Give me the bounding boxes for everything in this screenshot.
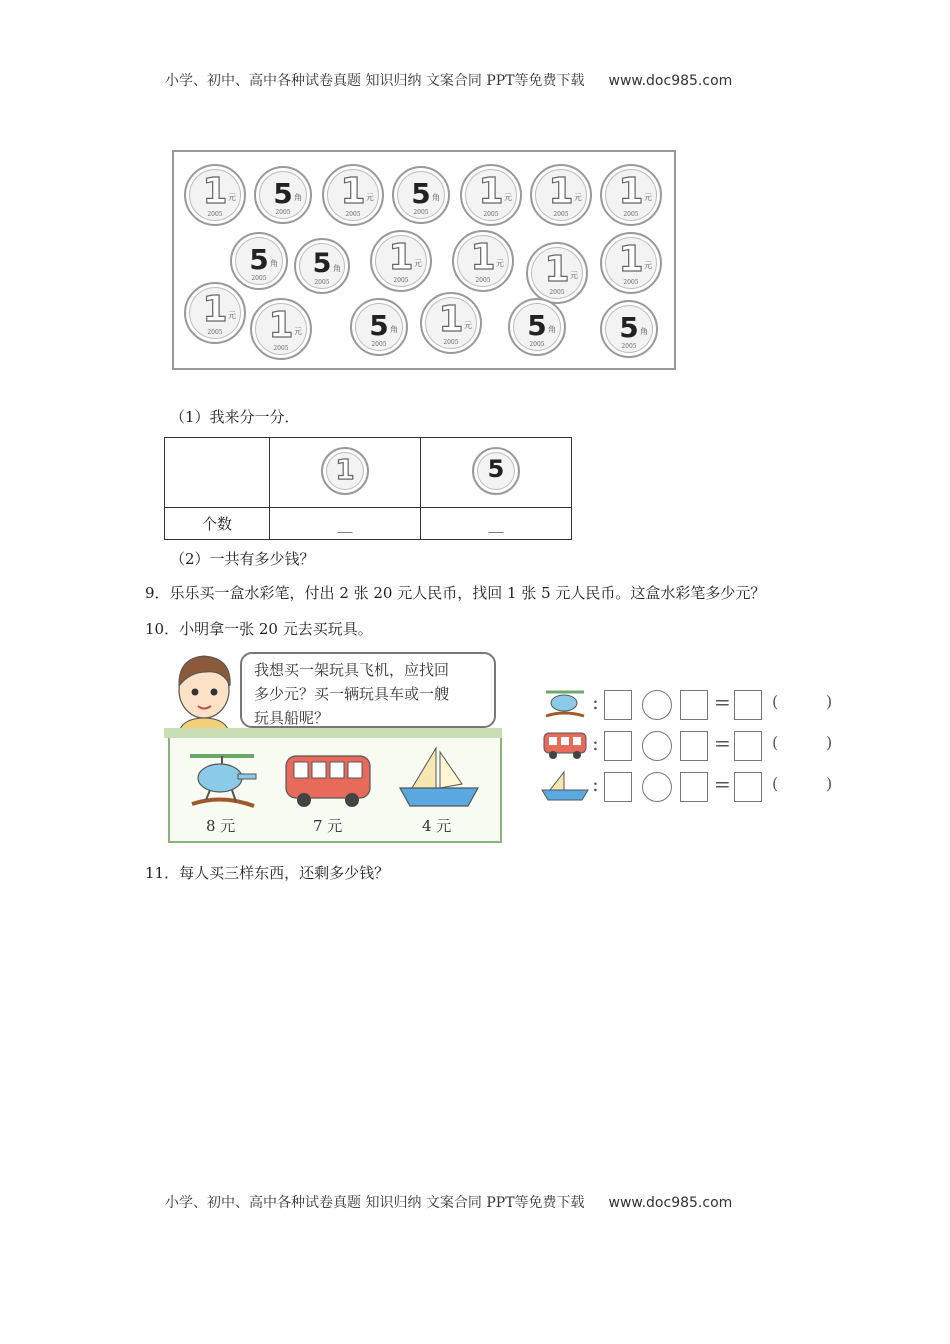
five-jiao-coin bbox=[294, 238, 350, 294]
coin-denomination: 1 bbox=[618, 239, 644, 280]
footer-text: 小学、初中、高中各种试卷真题 知识归纳 文案合同 PPT等免费下载 bbox=[165, 1195, 585, 1211]
operator-circle[interactable] bbox=[642, 731, 672, 761]
five-jiao-coin bbox=[230, 232, 288, 290]
operator-circle[interactable] bbox=[642, 690, 672, 720]
operand-box-1[interactable] bbox=[604, 731, 632, 761]
one-yuan-coin bbox=[530, 164, 592, 226]
q8-part2: （2）一共有多少钱？ bbox=[170, 550, 315, 568]
boat-small-icon bbox=[540, 770, 590, 802]
speech-line-2: 多少元？买一辆玩具车或一艘 bbox=[254, 685, 450, 703]
coin-year: 2005 bbox=[529, 341, 545, 348]
coin-unit: 元 bbox=[414, 259, 422, 268]
coin-year: 2005 bbox=[207, 211, 223, 218]
five-jiao-coin bbox=[254, 166, 312, 224]
table-corner-cell bbox=[165, 438, 270, 508]
one-yuan-coin bbox=[420, 292, 482, 354]
bus-small-icon bbox=[540, 729, 590, 761]
five-jiao-header-cell bbox=[421, 438, 572, 508]
coin-unit: 元 bbox=[228, 193, 236, 202]
coin-year: 2005 bbox=[549, 289, 565, 296]
five-jiao-coin-icon: 5 bbox=[472, 447, 520, 495]
toy-helicopter-image bbox=[182, 748, 262, 812]
five-jiao-coin bbox=[392, 166, 450, 224]
coin-unit: 元 bbox=[294, 327, 302, 336]
coin-denomination: 1 bbox=[618, 171, 644, 212]
coin-unit: 角 bbox=[432, 193, 440, 202]
coin-year: 2005 bbox=[371, 341, 387, 348]
five-jiao-coin bbox=[350, 298, 408, 356]
coin-year: 2005 bbox=[623, 279, 639, 286]
coin-year: 2005 bbox=[553, 211, 569, 218]
coin-denomination: 1 bbox=[478, 171, 504, 212]
coin-year: 2005 bbox=[393, 277, 409, 284]
coin-denomination: 5 bbox=[411, 177, 431, 210]
header-text: 小学、初中、高中各种试卷真题 知识归纳 文案合同 PPT等免费下载 bbox=[165, 73, 585, 89]
count-row-label: 个数 bbox=[165, 508, 270, 540]
coin-unit: 元 bbox=[644, 261, 652, 270]
bus-price: 7 元 bbox=[313, 817, 343, 835]
one-yuan-coin-icon: 1 bbox=[321, 447, 369, 495]
one-yuan-coin bbox=[250, 298, 312, 360]
one-yuan-coin bbox=[370, 230, 432, 292]
coin-year: 2005 bbox=[475, 277, 491, 284]
coin-denomination: 1 bbox=[202, 289, 228, 330]
boy-illustration bbox=[168, 648, 244, 734]
coin-unit: 元 bbox=[574, 193, 582, 202]
result-box[interactable] bbox=[734, 772, 762, 802]
coin-denomination: 1 bbox=[202, 171, 228, 212]
coin-denomination: 1 bbox=[268, 305, 294, 346]
coin-year: 2005 bbox=[314, 279, 330, 286]
coin-denomination: 5 bbox=[312, 248, 332, 279]
toy-bus-image bbox=[282, 748, 374, 812]
footer-url[interactable]: www.doc985.com bbox=[608, 1195, 733, 1211]
one-yuan-coin bbox=[322, 164, 384, 226]
operator-circle[interactable] bbox=[642, 772, 672, 802]
coin-unit: 角 bbox=[270, 259, 278, 268]
coin-denomination: 1 bbox=[470, 237, 496, 278]
speech-bubble bbox=[240, 652, 496, 728]
coin-unit: 角 bbox=[294, 193, 302, 202]
coin-unit: 角 bbox=[333, 264, 341, 273]
coin-year: 2005 bbox=[623, 211, 639, 218]
helicopter-small-icon bbox=[540, 688, 590, 720]
page-footer bbox=[165, 1192, 732, 1212]
operand-box-1[interactable] bbox=[604, 690, 632, 720]
operand-box-1[interactable] bbox=[604, 772, 632, 802]
coin-year: 2005 bbox=[275, 209, 291, 216]
coin-denomination: 1 bbox=[544, 249, 570, 290]
coin-denomination: 5 bbox=[249, 243, 269, 276]
speech-line-1: 我想买一架玩具飞机，应找回 bbox=[254, 661, 450, 679]
coin-unit: 角 bbox=[390, 325, 398, 334]
coin-unit: 角 bbox=[548, 325, 556, 334]
coin-year: 2005 bbox=[413, 209, 429, 216]
coin-year: 2005 bbox=[443, 339, 459, 346]
result-box[interactable] bbox=[734, 731, 762, 761]
coin-denomination: 5 bbox=[273, 177, 293, 210]
five-jiao-coin bbox=[600, 300, 658, 358]
operand-box-2[interactable] bbox=[680, 731, 708, 761]
operand-box-2[interactable] bbox=[680, 772, 708, 802]
five-jiao-coin bbox=[508, 298, 566, 356]
coin-unit: 元 bbox=[644, 193, 652, 202]
q11-text: 11．每人买三样东西，还剩多少钱？ bbox=[145, 864, 390, 882]
speech-line-3: 玩具船呢？ bbox=[254, 709, 330, 727]
coin-year: 2005 bbox=[483, 211, 499, 218]
coin-denomination: 1 bbox=[388, 237, 414, 278]
q8-part1: （1）我来分一分． bbox=[170, 408, 300, 426]
q10-text: 10．小明拿一张 20 元去买玩具。 bbox=[145, 620, 373, 638]
coin-denomination: 1 bbox=[438, 299, 464, 340]
result-box[interactable] bbox=[734, 690, 762, 720]
coin-denomination: 5 bbox=[619, 311, 639, 344]
coin-denomination: 5 bbox=[369, 309, 389, 342]
coin-denomination: 1 bbox=[340, 171, 366, 212]
one-yuan-coin bbox=[526, 242, 588, 304]
one-yuan-coin bbox=[184, 282, 246, 344]
coin-unit: 元 bbox=[366, 193, 374, 202]
shelf-top bbox=[164, 728, 502, 738]
one-yuan-header-cell bbox=[270, 438, 421, 508]
coin-unit: 元 bbox=[504, 193, 512, 202]
one-yuan-count-blank[interactable]: __ bbox=[270, 508, 421, 540]
toy-boat-image bbox=[396, 744, 482, 812]
coin-sort-table bbox=[164, 437, 572, 540]
coin-year: 2005 bbox=[621, 343, 637, 350]
five-jiao-count-blank[interactable]: __ bbox=[421, 508, 572, 540]
coin-year: 2005 bbox=[207, 329, 223, 336]
coin-year: 2005 bbox=[273, 345, 289, 352]
one-yuan-coin bbox=[184, 164, 246, 226]
helicopter-price: 8 元 bbox=[206, 817, 236, 835]
coin-unit: 角 bbox=[640, 327, 648, 336]
coin-unit: 元 bbox=[570, 271, 578, 280]
coin-unit: 元 bbox=[464, 321, 472, 330]
one-yuan-coin bbox=[452, 230, 514, 292]
header-url[interactable]: www.doc985.com bbox=[608, 73, 733, 89]
coin-denomination: 1 bbox=[548, 171, 574, 212]
coin-unit: 元 bbox=[496, 259, 504, 268]
coin-collection-figure bbox=[172, 150, 676, 370]
one-yuan-coin bbox=[600, 164, 662, 226]
boat-price: 4 元 bbox=[422, 817, 452, 835]
one-yuan-coin bbox=[600, 232, 662, 294]
operand-box-2[interactable] bbox=[680, 690, 708, 720]
one-yuan-coin bbox=[460, 164, 522, 226]
coin-year: 2005 bbox=[345, 211, 361, 218]
coin-denomination: 5 bbox=[527, 309, 547, 342]
q9-text: 9．乐乐买一盒水彩笔，付出 2 张 20 元人民币，找回 1 张 5 元人民币。这盒水彩笔多少元？ bbox=[145, 584, 766, 602]
page-header bbox=[165, 70, 732, 90]
coin-year: 2005 bbox=[251, 275, 267, 282]
coin-unit: 元 bbox=[228, 311, 236, 320]
